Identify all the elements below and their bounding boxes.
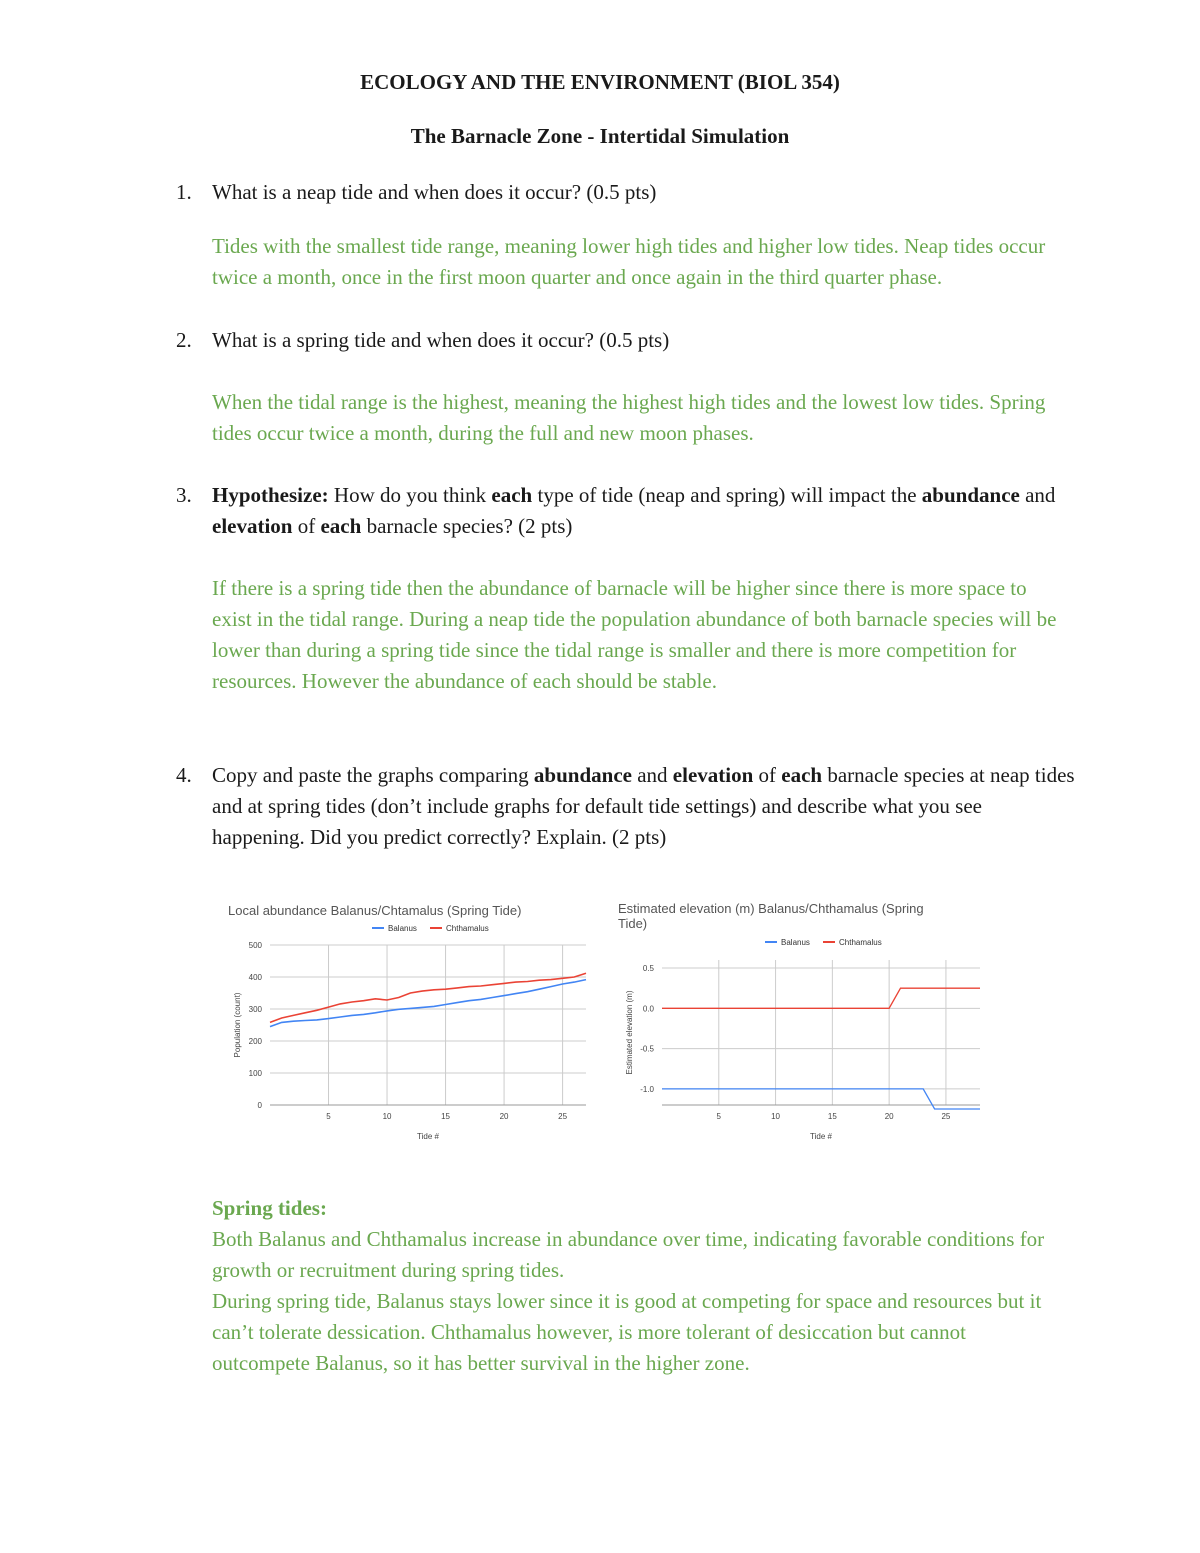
emphasis: each <box>491 483 533 507</box>
x-tick-label: 20 <box>884 1112 894 1121</box>
x-axis-label: Tide # <box>417 1132 439 1141</box>
legend-label-chthamalus: Chthamalus <box>839 938 882 947</box>
elevation-chart-svg <box>612 895 992 1145</box>
x-tick-label: 25 <box>941 1112 951 1121</box>
y-tick-label: 0.0 <box>642 1004 654 1014</box>
x-tick-label: 5 <box>716 1112 722 1121</box>
y-tick-label: 100 <box>248 1069 262 1078</box>
chart-title-line-1: Estimated elevation (m) Balanus/Chthamalus (Spring <box>618 901 924 916</box>
legend-label-chthamalus: Chthamalus <box>446 924 489 933</box>
text-run: and <box>1019 483 1056 507</box>
y-tick-label: -1.0 <box>640 1084 654 1094</box>
series-line-balanus <box>662 1089 980 1109</box>
y-tick-label: 400 <box>248 973 262 982</box>
abundance-chart-svg <box>222 895 602 1145</box>
legend-label-balanus: Balanus <box>388 924 417 933</box>
y-tick-label: -0.5 <box>640 1044 654 1054</box>
x-axis-label: Tide # <box>810 1132 832 1141</box>
x-tick-label: 10 <box>771 1112 781 1121</box>
question-number: 1. <box>176 180 192 204</box>
document-title: The Barnacle Zone - Intertidal Simulation <box>410 124 790 148</box>
emphasis: elevation <box>672 763 754 787</box>
series-line-chthamalus <box>662 988 980 1008</box>
emphasis: abundance <box>533 763 632 787</box>
chart-title-line-2: Tide) <box>618 916 648 931</box>
question-number: 2. <box>176 328 192 352</box>
text-run: barnacle species? (2 pts) <box>361 514 573 538</box>
y-axis-label: Population (count) <box>233 992 242 1058</box>
emphasis: abundance <box>921 483 1020 507</box>
question-text: What is a spring tide and when does it occur? (0.5 pts) <box>212 328 670 352</box>
text-run: Copy and paste the graphs comparing <box>212 763 534 787</box>
x-tick-label: 10 <box>382 1112 392 1121</box>
answer-4-paragraph-1: Both Balanus and Chthamalus increase in abundance over time, indicating favorable conditions for growth or recruitment during spring tides. <box>212 1227 1045 1282</box>
question-2 <box>176 325 1076 356</box>
x-tick-label: 15 <box>441 1112 451 1121</box>
question-number: 4. <box>176 763 192 787</box>
question-number: 3. <box>176 483 192 507</box>
text-run: barnacle species at neap tides and at spring tides (don’t include graphs for default tide settings) and describe what you see happening. Did you predict correctly? Explain. (2 pts) <box>212 763 1075 849</box>
text-run: and <box>631 763 673 787</box>
answer-4-heading: Spring tides: <box>212 1196 327 1220</box>
question-text <box>212 760 1076 853</box>
answer-1: Tides with the smallest tide range, meaning lower high tides and higher low tides. Neap tides occur twice a month, once in the first moon quarter and once again in the third quarter phase. <box>212 234 1046 289</box>
text-run: How do you think <box>328 483 492 507</box>
text-run: of <box>292 514 321 538</box>
y-tick-label: 300 <box>248 1005 262 1014</box>
question-4 <box>176 760 1076 853</box>
answer-4 <box>212 1193 1062 1379</box>
y-tick-label: 500 <box>248 941 262 950</box>
answer-3: If there is a spring tide then the abundance of barnacle will be higher since there is more space to exist in the tidal range. During a neap tide the population abundance of both barnacle species will be lower than during a spring tide since the tidal range is smaller and there is more competition for resources. However the abundance of each should be stable. <box>212 576 1057 693</box>
x-tick-label: 5 <box>326 1112 331 1121</box>
series-line-balanus <box>270 980 586 1027</box>
question-3 <box>176 480 1076 542</box>
text-run: of <box>753 763 782 787</box>
answer-4-paragraph-2: During spring tide, Balanus stays lower since it is good at competing for space and resources but it can’t tolerate dessication. Chthamalus however, is more tolerant of desiccation but cannot outcompete Balanus, so it has better survival in the higher zone. <box>212 1289 1042 1375</box>
y-tick-label: 0 <box>257 1101 262 1110</box>
course-title: ECOLOGY AND THE ENVIRONMENT (BIOL 354) <box>360 70 840 94</box>
emphasis: Hypothesize: <box>212 483 329 507</box>
question-1 <box>176 177 1076 208</box>
x-tick-label: 25 <box>558 1112 568 1121</box>
x-tick-label: 20 <box>499 1112 509 1121</box>
x-tick-label: 15 <box>827 1112 837 1121</box>
emphasis: each <box>320 514 362 538</box>
question-text: What is a neap tide and when does it occur? (0.5 pts) <box>212 180 657 204</box>
text-run: type of tide (neap and spring) will impact the <box>532 483 922 507</box>
y-tick-label: 0.5 <box>642 964 654 974</box>
emphasis: each <box>781 763 823 787</box>
question-text <box>212 480 1076 542</box>
emphasis: elevation <box>212 514 293 538</box>
y-axis-label: Estimated elevation (m) <box>625 990 634 1075</box>
series-line-chthamalus <box>270 973 586 1022</box>
chart-title: Local abundance Balanus/Chtamalus (Spring Tide) <box>228 903 522 918</box>
legend-label-balanus: Balanus <box>781 938 810 947</box>
answer-2: When the tidal range is the highest, meaning the highest high tides and the lowest low tides. Spring tides occur twice a month, during the full and new moon phases. <box>212 390 1046 445</box>
y-tick-label: 200 <box>248 1037 262 1046</box>
elevation-chart <box>612 895 992 1145</box>
abundance-chart <box>222 895 602 1145</box>
